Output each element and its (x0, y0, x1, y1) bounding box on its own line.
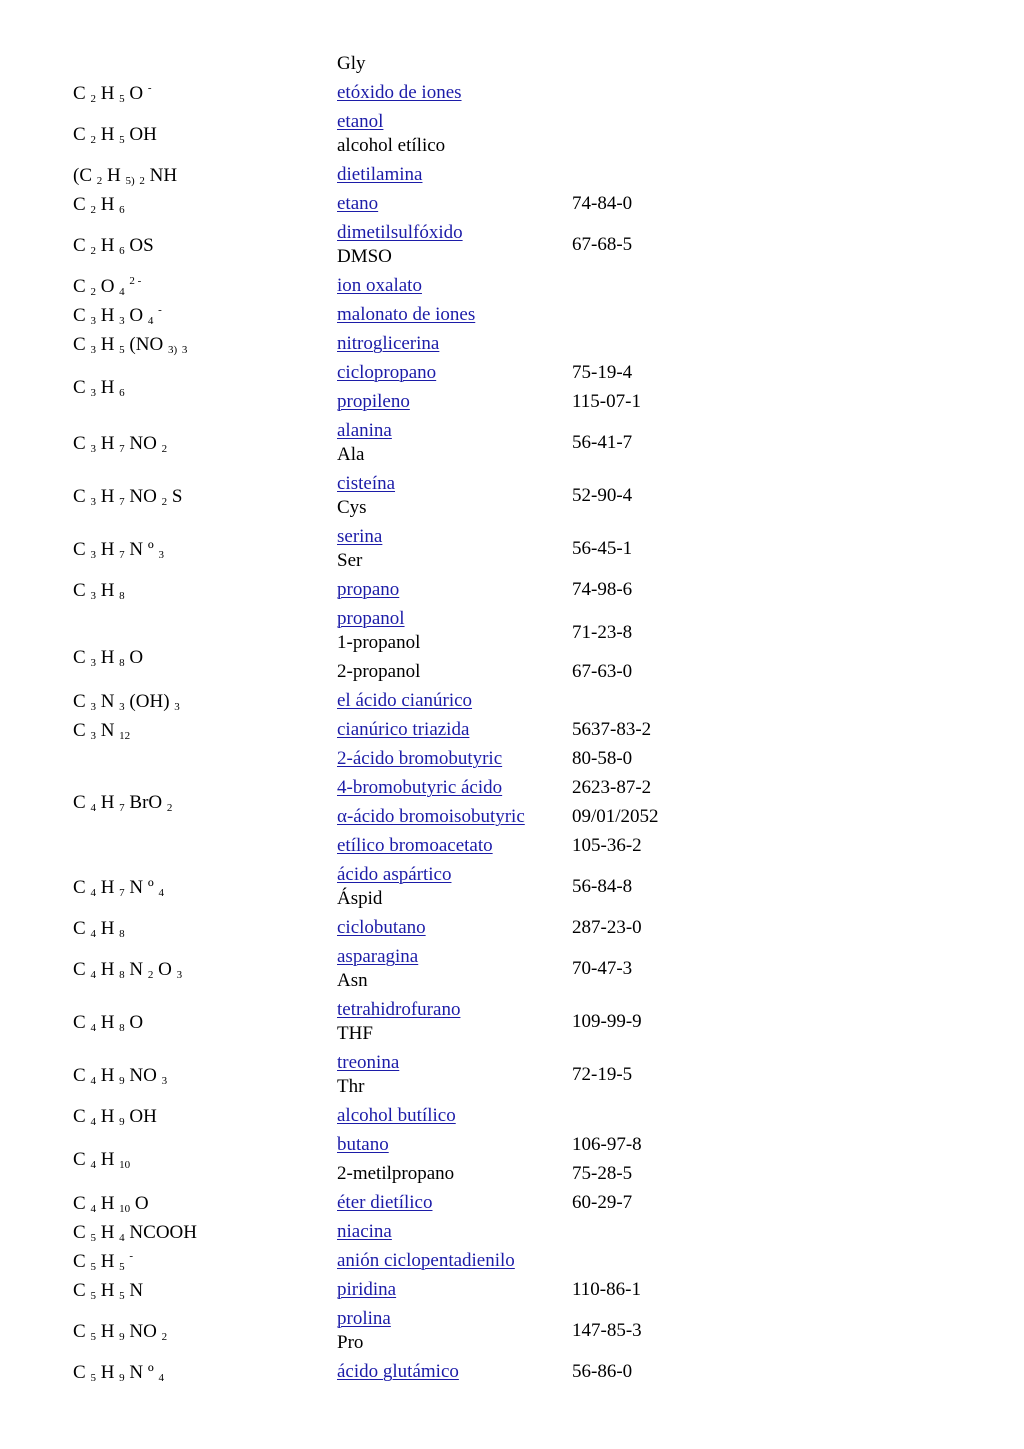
compound-link[interactable]: treonina (337, 1052, 400, 1073)
formula-sub: 4 (90, 886, 96, 899)
formula-element: C (73, 1105, 86, 1127)
formula-sup: - (147, 81, 152, 94)
formula-cell (73, 960, 182, 979)
compound-name: Ala (337, 444, 365, 465)
formula-element: OH (129, 123, 157, 145)
formula-element: C (73, 432, 86, 454)
formula-sub: 5 (119, 133, 125, 146)
formula-sub: 8 (119, 968, 125, 981)
compound-link[interactable]: malonato de iones (337, 304, 476, 325)
formula-element: H (100, 485, 115, 507)
formula-element: H (100, 234, 115, 256)
formula-sup: - (158, 303, 162, 316)
formula-sub: 5) (125, 174, 135, 187)
compound-link[interactable]: piridina (337, 1279, 397, 1300)
cas-number: 56-84-8 (572, 876, 633, 897)
formula-element: C (73, 304, 86, 326)
compound-link[interactable]: dimetilsulfóxido (337, 222, 463, 243)
formula-cell (73, 721, 130, 740)
formula-sub: 2 (161, 442, 168, 455)
formula-element: C (73, 1192, 86, 1214)
formula-sub: 3 (161, 1074, 168, 1087)
cas-number: 74-98-6 (572, 579, 633, 600)
compound-link[interactable]: nitroglicerina (337, 333, 440, 354)
table-row (0, 271, 1024, 300)
formula-sup: - (129, 1249, 134, 1262)
formula-element: O (129, 82, 144, 104)
formula-cell (73, 793, 172, 812)
formula-element: C (73, 82, 86, 104)
table-row (0, 107, 1024, 160)
cas-number: 71-23-8 (572, 622, 633, 643)
formula-cell (73, 274, 142, 298)
table-row (0, 686, 1024, 715)
compound-link[interactable]: éter dietílico (337, 1192, 433, 1213)
formula-sub: 9 (119, 1115, 125, 1128)
formula-sub: 5 (90, 1371, 96, 1384)
formula-element: C (73, 377, 86, 398)
formula-sub: 4 (158, 886, 165, 899)
formula-element: NO (129, 1320, 157, 1342)
formula-sub: 2 (90, 92, 96, 105)
formula-sub: 2 (90, 285, 96, 298)
formula-sub: 4 (90, 1159, 96, 1171)
compound-name: Asn (337, 970, 368, 991)
table-row (0, 744, 1024, 860)
cas-number: 72-19-5 (572, 1064, 633, 1085)
formula-element: H (100, 1011, 115, 1033)
table-row (0, 218, 1024, 271)
formula-sub: 7 (119, 886, 125, 899)
compound-link[interactable]: ácido glutámico (337, 1361, 459, 1382)
formula-sub: 2 (139, 174, 145, 187)
compound-name: Ser (337, 550, 363, 571)
formula-sub: 5 (119, 343, 125, 356)
formula-sub: 5 (119, 92, 125, 105)
formula-cell (73, 434, 167, 453)
formula-sub: 5 (119, 1260, 125, 1273)
formula-cell (73, 166, 177, 185)
formula-cell (73, 540, 164, 559)
formula-cell (73, 919, 125, 938)
table-row (0, 1048, 1024, 1101)
formula-element: H (107, 164, 121, 186)
formula-sub: 3 (90, 656, 96, 669)
table-row (0, 604, 1024, 686)
compound-link[interactable]: alanina (337, 420, 392, 441)
formula-element: OH (129, 1105, 157, 1127)
formula-sub: 4 (90, 802, 96, 814)
formula-element: H (100, 917, 115, 939)
table-row (0, 1304, 1024, 1357)
formula-element: C (73, 275, 86, 297)
formula-element: H (100, 1279, 115, 1301)
formula-element: H (100, 377, 115, 398)
formula-cell (73, 1223, 197, 1242)
cas-number: 105-36-2 (572, 835, 642, 856)
table-row (0, 942, 1024, 995)
formula-element: H (100, 193, 115, 215)
table-row (0, 416, 1024, 469)
compound-name: Áspid (337, 888, 383, 909)
compound-link[interactable]: etóxido de iones (337, 82, 462, 103)
cas-number: 09/01/2052 (572, 806, 659, 827)
formula-sub: 4 (90, 1115, 96, 1128)
formula-element: (C (73, 164, 92, 186)
formula-cell (73, 1194, 149, 1213)
formula-element: H (100, 538, 115, 560)
compound-link[interactable]: etanol (337, 111, 384, 132)
compound-name: 2-metilpropano (337, 1163, 455, 1184)
cas-number: 115-07-1 (572, 391, 641, 412)
formula-element: H (100, 792, 115, 813)
compound-link[interactable]: α-ácido bromoisobutyric (337, 806, 525, 827)
formula-cell (73, 1249, 134, 1273)
compound-link[interactable]: prolina (337, 1308, 391, 1329)
compound-link[interactable]: propanol (337, 608, 405, 629)
formula-sub: 8 (119, 927, 125, 940)
table-row (0, 469, 1024, 522)
table-row (0, 575, 1024, 604)
table-row (0, 49, 1024, 78)
formula-sub: 3 (90, 387, 96, 399)
formula-element: O (129, 646, 144, 668)
formula-sub: 2 (96, 174, 103, 187)
formula-sup: 2 - (129, 274, 142, 287)
formula-cell (73, 692, 180, 711)
formula-element: C (73, 579, 86, 601)
formula-element: C (73, 1320, 86, 1342)
formula-element: H (100, 1149, 115, 1170)
formula-element: NO (129, 1064, 157, 1086)
formula-sub: 4 (90, 1074, 96, 1087)
compound-name: Cys (337, 497, 367, 518)
formula-element: C (73, 193, 86, 215)
table-row (0, 1246, 1024, 1275)
cas-number: 70-47-3 (572, 958, 633, 979)
formula-sub: 6 (119, 203, 125, 216)
formula-sub: 3 (90, 314, 96, 327)
compound-link[interactable]: etílico bromoacetato (337, 835, 493, 856)
formula-cell (73, 1281, 143, 1300)
formula-element: H (100, 1064, 115, 1086)
formula-cell (73, 378, 125, 397)
formula-element: (OH) (129, 690, 170, 712)
formula-sub: 4 (158, 1371, 165, 1384)
formula-element: H (100, 333, 115, 355)
formula-sub: 3 (90, 700, 96, 713)
compound-name: Gly (337, 53, 366, 74)
table-row (0, 1357, 1024, 1386)
compound-link[interactable]: 4-bromobutyric ácido (337, 777, 503, 798)
compound-link[interactable]: tetrahidrofurano (337, 999, 461, 1020)
formula-sub: 2 (161, 1330, 168, 1343)
formula-cell (73, 581, 125, 600)
formula-sub: 6 (119, 244, 125, 257)
compound-link[interactable]: butano (337, 1134, 389, 1155)
formula-element: C (73, 1250, 86, 1272)
formula-element: (NO (129, 333, 164, 355)
compound-link[interactable]: dietilamina (337, 164, 423, 185)
cas-number: 109-99-9 (572, 1011, 642, 1032)
formula-cell (73, 878, 164, 897)
table-row (0, 78, 1024, 107)
formula-cell (73, 81, 152, 105)
formula-element: N (100, 690, 115, 712)
formula-element: C (73, 538, 86, 560)
formula-element: O (100, 275, 115, 297)
compound-link[interactable]: ion oxalato (337, 275, 422, 296)
cas-number: 67-63-0 (572, 661, 633, 682)
formula-sub: 4 (119, 285, 125, 298)
formula-element: H (100, 958, 115, 980)
formula-element: H (100, 82, 115, 104)
formula-cell (73, 1150, 130, 1169)
table-row (0, 995, 1024, 1048)
formula-element: C (73, 876, 86, 898)
table-row (0, 358, 1024, 416)
formula-element: O (134, 1192, 149, 1214)
formula-element: H (100, 1105, 115, 1127)
formula-element: N (129, 958, 144, 980)
compound-link[interactable]: ciclopropano (337, 362, 437, 383)
formula-sub: 3 (90, 548, 96, 561)
formula-element: N (100, 719, 115, 741)
formula-cell (73, 303, 162, 327)
compound-link[interactable]: alcohol butílico (337, 1105, 456, 1126)
formula-element: O (129, 304, 144, 326)
formula-sub: 2 (147, 968, 154, 981)
formula-sub: 8 (119, 589, 125, 602)
compound-name: THF (337, 1023, 373, 1044)
cas-number: 106-97-8 (572, 1134, 642, 1155)
formula-sub: 2 (161, 495, 168, 508)
formula-sub: 12 (119, 729, 131, 742)
formula-sub: 7 (119, 802, 125, 814)
formula-element: NO (129, 485, 157, 507)
formula-sub: 2 (166, 802, 173, 814)
formula-sub: 10 (119, 1159, 131, 1171)
formula-element: C (73, 719, 86, 741)
formula-element: C (73, 1361, 86, 1383)
cas-number: 56-86-0 (572, 1361, 633, 1382)
table-row (0, 913, 1024, 942)
formula-sub: 3) (167, 343, 178, 356)
formula-element: OS (129, 234, 154, 256)
formula-element: H (100, 579, 115, 601)
formula-element: S (171, 485, 183, 507)
formula-cell (73, 1066, 167, 1085)
table-row (0, 329, 1024, 358)
formula-sub: 4 (90, 1021, 96, 1034)
formula-element: C (73, 485, 86, 507)
formula-sub: 5 (119, 1289, 125, 1302)
cas-number: 287-23-0 (572, 917, 642, 938)
formula-sub: 4 (90, 968, 96, 981)
formula-cell (73, 195, 125, 214)
compound-link[interactable]: asparagina (337, 946, 419, 967)
table-row (0, 1217, 1024, 1246)
cas-number: 75-28-5 (572, 1163, 633, 1184)
formula-element: C (73, 234, 86, 256)
formula-sub: 8 (119, 1021, 125, 1034)
formula-sub: 3 (90, 589, 96, 602)
formula-element: H (100, 876, 115, 898)
formula-sub: 5 (90, 1231, 96, 1244)
formula-element: C (73, 1279, 86, 1301)
compound-link[interactable]: anión ciclopentadienilo (337, 1250, 515, 1271)
formula-element: H (100, 1320, 115, 1342)
cas-number: 147-85-3 (572, 1320, 642, 1341)
formula-element: H (100, 646, 115, 668)
compound-link[interactable]: cisteína (337, 473, 396, 494)
formula-sub: 2 (90, 244, 96, 257)
formula-sub: 9 (119, 1074, 125, 1087)
compound-link[interactable]: propano (337, 579, 400, 600)
formula-element: H (100, 304, 115, 326)
formula-cell (73, 1322, 167, 1341)
compound-name: DMSO (337, 246, 392, 267)
compound-link[interactable]: cianúrico triazida (337, 719, 470, 740)
formula-sub: 9 (119, 1371, 125, 1384)
formula-sub: 3 (181, 343, 188, 356)
formula-sub: 6 (119, 387, 125, 399)
formula-element: C (73, 958, 86, 980)
cas-number: 52-90-4 (572, 485, 633, 506)
formula-element: NH (149, 164, 178, 186)
cas-number: 56-41-7 (572, 432, 633, 453)
compound-name: 1-propanol (337, 632, 421, 653)
formula-element: O (129, 1011, 144, 1033)
formula-element: N º (129, 538, 154, 560)
table-row (0, 1188, 1024, 1217)
cas-number: 56-45-1 (572, 538, 633, 559)
formula-sub: 7 (119, 442, 125, 455)
table-row (0, 860, 1024, 913)
formula-element: C (73, 690, 86, 712)
cas-number: 60-29-7 (572, 1192, 633, 1213)
compound-name: alcohol etílico (337, 135, 446, 156)
formula-sub: 9 (119, 1330, 125, 1343)
formula-element: C (73, 917, 86, 939)
formula-sub: 3 (174, 700, 180, 713)
formula-sub: 3 (119, 700, 125, 713)
formula-sub: 4 (147, 314, 154, 327)
table-row (0, 300, 1024, 329)
formula-sub: 4 (90, 927, 96, 940)
formula-sub: 4 (90, 1202, 96, 1215)
formula-sub: 5 (90, 1330, 96, 1343)
formula-element: C (73, 1221, 86, 1243)
formula-sub: 2 (90, 203, 96, 216)
formula-element: C (73, 123, 86, 145)
compound-link[interactable]: ciclobutano (337, 917, 426, 938)
formula-element: N º (129, 1361, 154, 1383)
formula-sub: 3 (176, 968, 183, 981)
cas-number: 2623-87-2 (572, 777, 652, 798)
cas-number: 67-68-5 (572, 234, 633, 255)
formula-element: H (100, 1250, 115, 1272)
compound-name: Thr (337, 1076, 365, 1097)
formula-element: NCOOH (129, 1221, 197, 1243)
compound-link[interactable]: 2-ácido bromobutyric (337, 748, 503, 769)
table-row (0, 160, 1024, 189)
formula-element: BrO (129, 792, 163, 813)
formula-sub: 7 (119, 548, 125, 561)
table-row (0, 1101, 1024, 1130)
formula-sub: 3 (90, 442, 96, 455)
compound-link[interactable]: ácido aspártico (337, 864, 452, 885)
formula-sub: 3 (119, 314, 125, 327)
table-row (0, 1130, 1024, 1188)
formula-sub: 2 (90, 133, 96, 146)
table-row (0, 522, 1024, 575)
formula-element: N (129, 1279, 144, 1301)
formula-element: C (73, 1149, 86, 1170)
table-row (0, 1275, 1024, 1304)
formula-cell (73, 1107, 157, 1126)
formula-element: NO (129, 432, 157, 454)
formula-element: C (73, 646, 86, 668)
formula-element: C (73, 1064, 86, 1086)
formula-sub: 3 (90, 729, 96, 742)
compound-link[interactable]: el ácido cianúrico (337, 690, 473, 711)
table-row (0, 189, 1024, 218)
formula-element: H (100, 432, 115, 454)
cas-number: 80-58-0 (572, 748, 633, 769)
formula-sub: 5 (90, 1260, 96, 1273)
compound-name: 2-propanol (337, 661, 421, 682)
formula-cell (73, 487, 182, 506)
formula-element: H (100, 1192, 115, 1214)
formula-sub: 7 (119, 495, 125, 508)
formula-element: C (73, 792, 86, 813)
formula-sub: 4 (119, 1231, 125, 1244)
formula-element: N º (129, 876, 154, 898)
formula-cell (73, 648, 143, 667)
formula-element: C (73, 1011, 86, 1033)
formula-cell (73, 1363, 164, 1382)
cas-number: 75-19-4 (572, 362, 633, 383)
formula-cell (73, 125, 157, 144)
compound-link[interactable]: propileno (337, 391, 410, 412)
cas-number: 5637-83-2 (572, 719, 652, 740)
formula-element: O (158, 958, 172, 980)
formula-element: H (100, 1361, 115, 1383)
formula-cell (73, 335, 187, 354)
formula-sub: 8 (119, 656, 125, 669)
compound-name: Pro (337, 1332, 364, 1353)
table-row (0, 715, 1024, 744)
cas-number: 110-86-1 (572, 1279, 641, 1300)
formula-element: C (73, 333, 86, 355)
formula-cell (73, 1013, 143, 1032)
formula-cell (73, 236, 154, 255)
formula-element: H (100, 123, 115, 145)
formula-sub: 5 (90, 1289, 96, 1302)
compound-link[interactable]: etano (337, 193, 379, 214)
compound-link[interactable]: serina (337, 526, 383, 547)
formula-element: H (100, 1221, 115, 1243)
formula-sub: 3 (90, 495, 96, 508)
formula-sub: 3 (158, 548, 165, 561)
formula-sub: 3 (90, 343, 96, 356)
formula-sub: 10 (119, 1202, 131, 1215)
compound-link[interactable]: niacina (337, 1221, 392, 1242)
cas-number: 74-84-0 (572, 193, 633, 214)
